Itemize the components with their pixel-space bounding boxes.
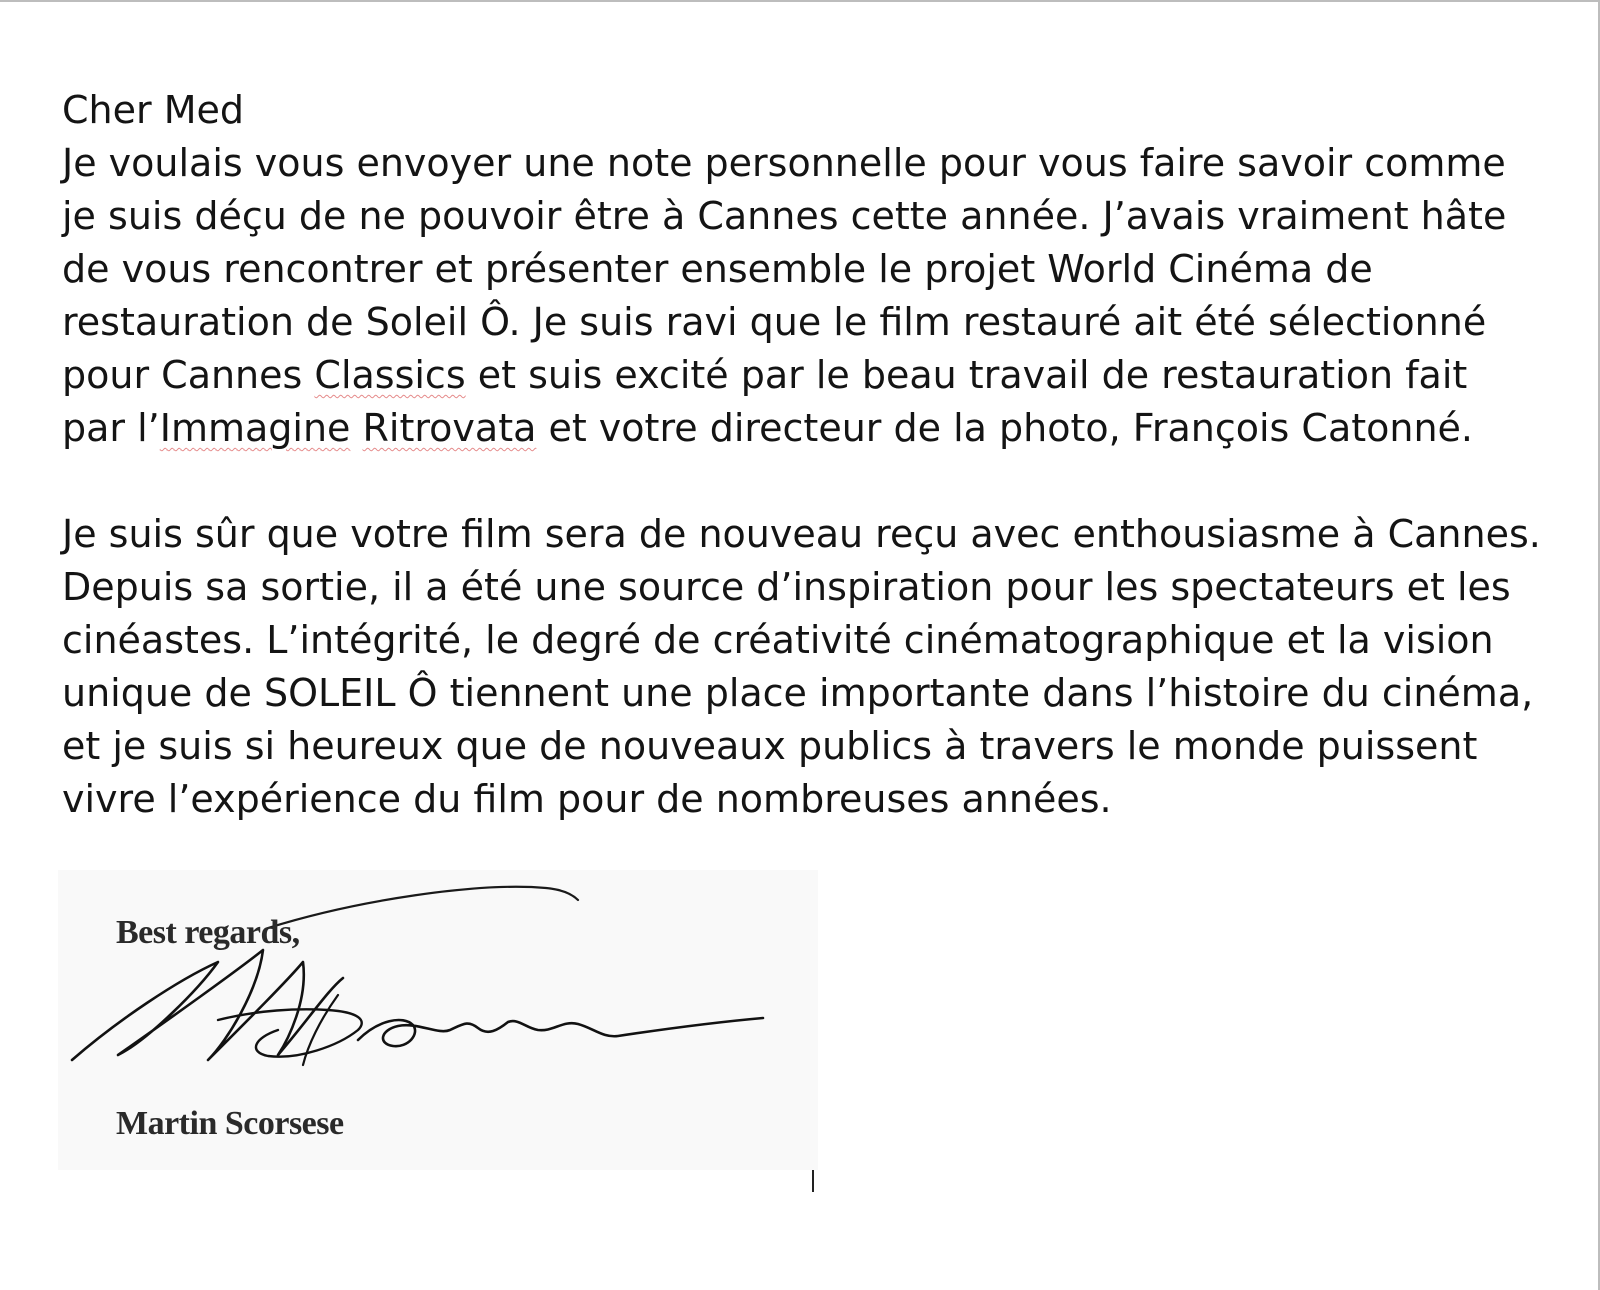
closing-line: Best regards,	[116, 914, 300, 951]
salutation: Cher Med	[62, 88, 244, 132]
paragraph-2: Je suis sûr que votre film sera de nouveau reçu avec enthousiasme à Cannes. Depuis sa sortie, il a été une source d’inspiration pour les spectateurs et les cinéastes. L’intégrité, le degré de créativité cinématographique et la vision unique de SOLEIL Ô tiennent une place importante dans l’histoire du cinéma, et je suis si heureux que de nouveaux publics à travers le monde puissent vivre l’expérience du film pour de nombreuses années.	[62, 512, 1541, 821]
paragraph-spacer	[62, 455, 1542, 508]
paragraph-1-word-immagine: Immagine	[159, 406, 351, 450]
paragraph-1-word-classics: Classics	[314, 353, 466, 397]
paragraph-1-word-ritrovata: Ritrovata	[362, 406, 537, 450]
paragraph-1-text	[350, 406, 362, 450]
paragraph-1-text: et votre directeur de la photo, François Catonné.	[536, 406, 1474, 450]
signer-name: Martin Scorsese	[116, 1105, 344, 1142]
paragraph-1-text: Je voulais vous envoyer une note personnelle pour vous faire savoir comme je suis déçu de ne pouvoir être à Cannes cette année. J’avais vraiment hâte de vous rencontrer et présenter ensemble le projet World Cinéma de restauration de Soleil Ô. Je suis ravi que le film restauré ait été sélectionné pour Cannes	[62, 141, 1507, 397]
text-cursor-mark	[812, 1170, 814, 1192]
signature-block	[58, 870, 818, 1170]
paragraph-1-text: et suis excité par le beau travail de restauration fait par l’	[62, 353, 1468, 450]
paragraph-1	[62, 137, 1542, 455]
letter-body	[62, 84, 1542, 826]
